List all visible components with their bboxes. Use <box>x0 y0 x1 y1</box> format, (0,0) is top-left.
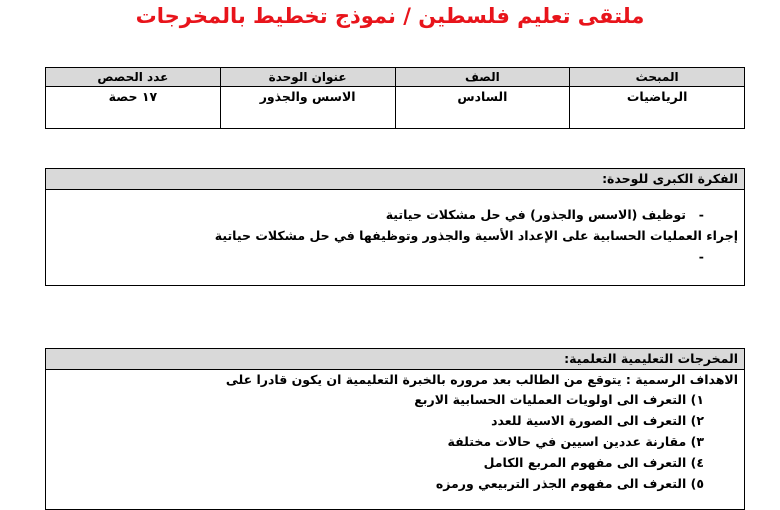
objective-item-3: ٣) مقارنة عددين اسيين في حالات مختلفة <box>447 434 704 449</box>
table-header-row <box>46 68 745 87</box>
header-subject: المبحث <box>570 68 745 87</box>
cell-subject: الرياضيات <box>570 87 745 129</box>
list-item <box>46 246 738 267</box>
big-idea-body <box>46 204 744 267</box>
bullet-dash: - <box>698 249 704 264</box>
objectives-intro: الاهداف الرسمية : يتوقع من الطالب بعد مروره بالخبرة التعليمية ان يكون قادرا على <box>225 372 738 387</box>
unit-info-table <box>45 67 745 129</box>
objective-item-5: ٥) التعرف الى مفهوم الجذر التربيعي ورمزه <box>435 476 704 491</box>
big-idea-heading: الفكرة الكبرى للوحدة: <box>46 169 744 190</box>
header-grade: الصف <box>395 68 570 87</box>
cell-unit-title: الاسس والجذور <box>220 87 395 129</box>
objective-item-2: ٢) التعرف الى الصورة الاسية للعدد <box>491 413 704 428</box>
cell-lesson-count: ١٧ حصة <box>46 87 221 129</box>
list-item <box>46 204 738 225</box>
big-idea-line-2: إجراء العمليات الحسابية على الإعداد الأسية والجذور وتوظيفها في حل مشكلات حياتية <box>214 228 738 243</box>
outcomes-heading: المخرجات التعليمية التعلمية: <box>46 349 744 370</box>
header-lesson-count: عدد الحصص <box>46 68 221 87</box>
learning-outcomes-section <box>45 348 745 510</box>
outcomes-body <box>46 370 744 494</box>
big-idea-section <box>45 168 745 286</box>
header-unit-title: عنوان الوحدة <box>220 68 395 87</box>
objective-item-4: ٤) التعرف الى مفهوم المربع الكامل <box>483 455 704 470</box>
big-idea-line-1: توظيف (الاسس والجذور) في حل مشكلات حياتية <box>385 207 686 222</box>
bullet-dash: - <box>698 207 704 222</box>
objective-item-1: ١) التعرف الى اولويات العمليات الحسابية الاربع <box>414 392 704 407</box>
cell-grade: السادس <box>395 87 570 129</box>
list-item <box>46 225 738 246</box>
page-title: ملتقى تعليم فلسطين / نموذج تخطيط بالمخرجات <box>135 4 645 28</box>
table-row <box>46 87 745 129</box>
